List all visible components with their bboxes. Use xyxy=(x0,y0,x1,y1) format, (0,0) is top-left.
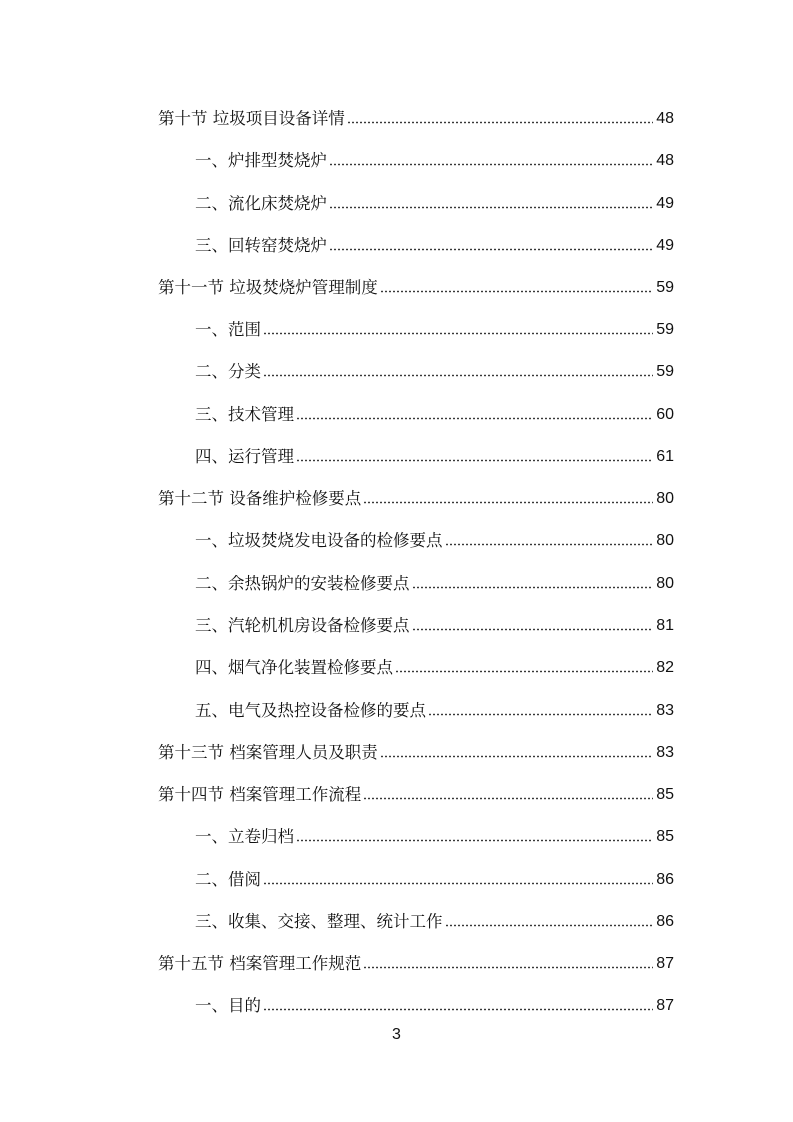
toc-entry-page: 49 xyxy=(656,195,674,212)
page-number: 3 xyxy=(392,1026,401,1043)
toc-entry-title: 二、余热锅炉的安装检修要点 xyxy=(195,574,410,593)
toc-entry-page: 80 xyxy=(656,532,674,549)
dot-leader xyxy=(412,585,654,590)
dot-leader xyxy=(363,796,653,801)
toc-entry-title: 三、收集、交接、整理、统计工作 xyxy=(195,912,443,931)
dot-leader xyxy=(263,373,653,378)
dot-leader xyxy=(329,162,653,167)
toc-entry-page: 86 xyxy=(656,913,674,930)
toc-entry-subsection[interactable] xyxy=(195,569,674,595)
toc-entry-subsection[interactable] xyxy=(195,526,674,552)
toc-entry-page: 85 xyxy=(656,828,674,845)
dot-leader xyxy=(347,120,653,125)
toc-entry-title: 第十节 垃圾项目设备详情 xyxy=(158,109,345,128)
toc-entry-page: 80 xyxy=(656,575,674,592)
toc-entry-page: 59 xyxy=(656,279,674,296)
toc-entry-subsection[interactable] xyxy=(195,865,674,891)
toc-entry-section[interactable] xyxy=(158,780,674,806)
toc-entry-title: 四、烟气净化装置检修要点 xyxy=(195,658,393,677)
dot-leader xyxy=(445,923,654,928)
toc-entry-subsection[interactable] xyxy=(195,991,674,1017)
dot-leader xyxy=(296,458,653,463)
toc-entry-page: 59 xyxy=(656,363,674,380)
toc-entry-page: 87 xyxy=(656,955,674,972)
dot-leader xyxy=(412,627,654,632)
toc-entry-title: 二、流化床焚烧炉 xyxy=(195,194,327,213)
toc-entry-section[interactable] xyxy=(158,949,674,975)
toc-entry-title: 三、技术管理 xyxy=(195,405,294,424)
toc-entry-page: 87 xyxy=(656,997,674,1014)
toc-entry-title: 五、电气及热控设备检修的要点 xyxy=(195,701,426,720)
toc-entry-title: 第十四节 档案管理工作流程 xyxy=(158,785,362,804)
toc-entry-title: 一、立卷归档 xyxy=(195,827,294,846)
toc-entry-page: 48 xyxy=(656,110,674,127)
toc-entry-page: 48 xyxy=(656,152,674,169)
dot-leader xyxy=(445,542,654,547)
toc-entry-title: 二、分类 xyxy=(195,362,261,381)
toc-entry-section[interactable] xyxy=(158,738,674,764)
toc-entry-page: 83 xyxy=(656,744,674,761)
toc-entry-subsection[interactable] xyxy=(195,315,674,341)
toc-entry-page: 82 xyxy=(656,659,674,676)
dot-leader xyxy=(329,205,653,210)
toc-entry-title: 四、运行管理 xyxy=(195,447,294,466)
toc-entry-subsection[interactable] xyxy=(195,231,674,257)
toc-entry-subsection[interactable] xyxy=(195,696,674,722)
toc-entry-subsection[interactable] xyxy=(195,611,674,637)
toc-entry-subsection[interactable] xyxy=(195,907,674,933)
toc-entry-section[interactable] xyxy=(158,104,674,130)
toc-entry-page: 80 xyxy=(656,490,674,507)
toc-entry-section[interactable] xyxy=(158,484,674,510)
toc-entry-title: 三、汽轮机机房设备检修要点 xyxy=(195,616,410,635)
dot-leader xyxy=(296,838,653,843)
toc-entry-subsection[interactable] xyxy=(195,822,674,848)
dot-leader xyxy=(329,247,653,252)
toc-entry-title: 三、回转窑焚烧炉 xyxy=(195,236,327,255)
toc-entry-page: 59 xyxy=(656,321,674,338)
toc-entry-title: 第十三节 档案管理人员及职责 xyxy=(158,743,378,762)
dot-leader xyxy=(395,669,653,674)
toc-entry-subsection[interactable] xyxy=(195,189,674,215)
toc-entry-title: 一、范围 xyxy=(195,320,261,339)
toc-entry-page: 49 xyxy=(656,237,674,254)
dot-leader xyxy=(296,416,653,421)
dot-leader xyxy=(363,500,653,505)
toc-entry-section[interactable] xyxy=(158,273,674,299)
dot-leader xyxy=(263,331,653,336)
toc-entry-subsection[interactable] xyxy=(195,357,674,383)
toc-entry-subsection[interactable] xyxy=(195,400,674,426)
toc-entry-page: 86 xyxy=(656,871,674,888)
toc-entry-subsection[interactable] xyxy=(195,442,674,468)
toc-entry-subsection[interactable] xyxy=(195,146,674,172)
toc-entry-title: 第十一节 垃圾焚烧炉管理制度 xyxy=(158,278,378,297)
dot-leader xyxy=(428,712,653,717)
toc-entry-page: 83 xyxy=(656,702,674,719)
toc-entry-title: 一、炉排型焚烧炉 xyxy=(195,151,327,170)
dot-leader xyxy=(363,965,653,970)
toc-entry-title: 第十五节 档案管理工作规范 xyxy=(158,954,362,973)
toc-entry-page: 85 xyxy=(656,786,674,803)
dot-leader xyxy=(263,1007,653,1012)
dot-leader xyxy=(380,754,653,759)
toc-entry-title: 二、借阅 xyxy=(195,870,261,889)
toc-entry-title: 第十二节 设备维护检修要点 xyxy=(158,489,362,508)
toc-entry-title: 一、目的 xyxy=(195,996,261,1015)
dot-leader xyxy=(263,881,653,886)
dot-leader xyxy=(380,289,653,294)
toc-entry-title: 一、垃圾焚烧发电设备的检修要点 xyxy=(195,531,443,550)
toc-entry-subsection[interactable] xyxy=(195,653,674,679)
toc-entry-page: 60 xyxy=(656,406,674,423)
toc-entry-page: 81 xyxy=(656,617,674,634)
toc-entry-page: 61 xyxy=(656,448,674,465)
